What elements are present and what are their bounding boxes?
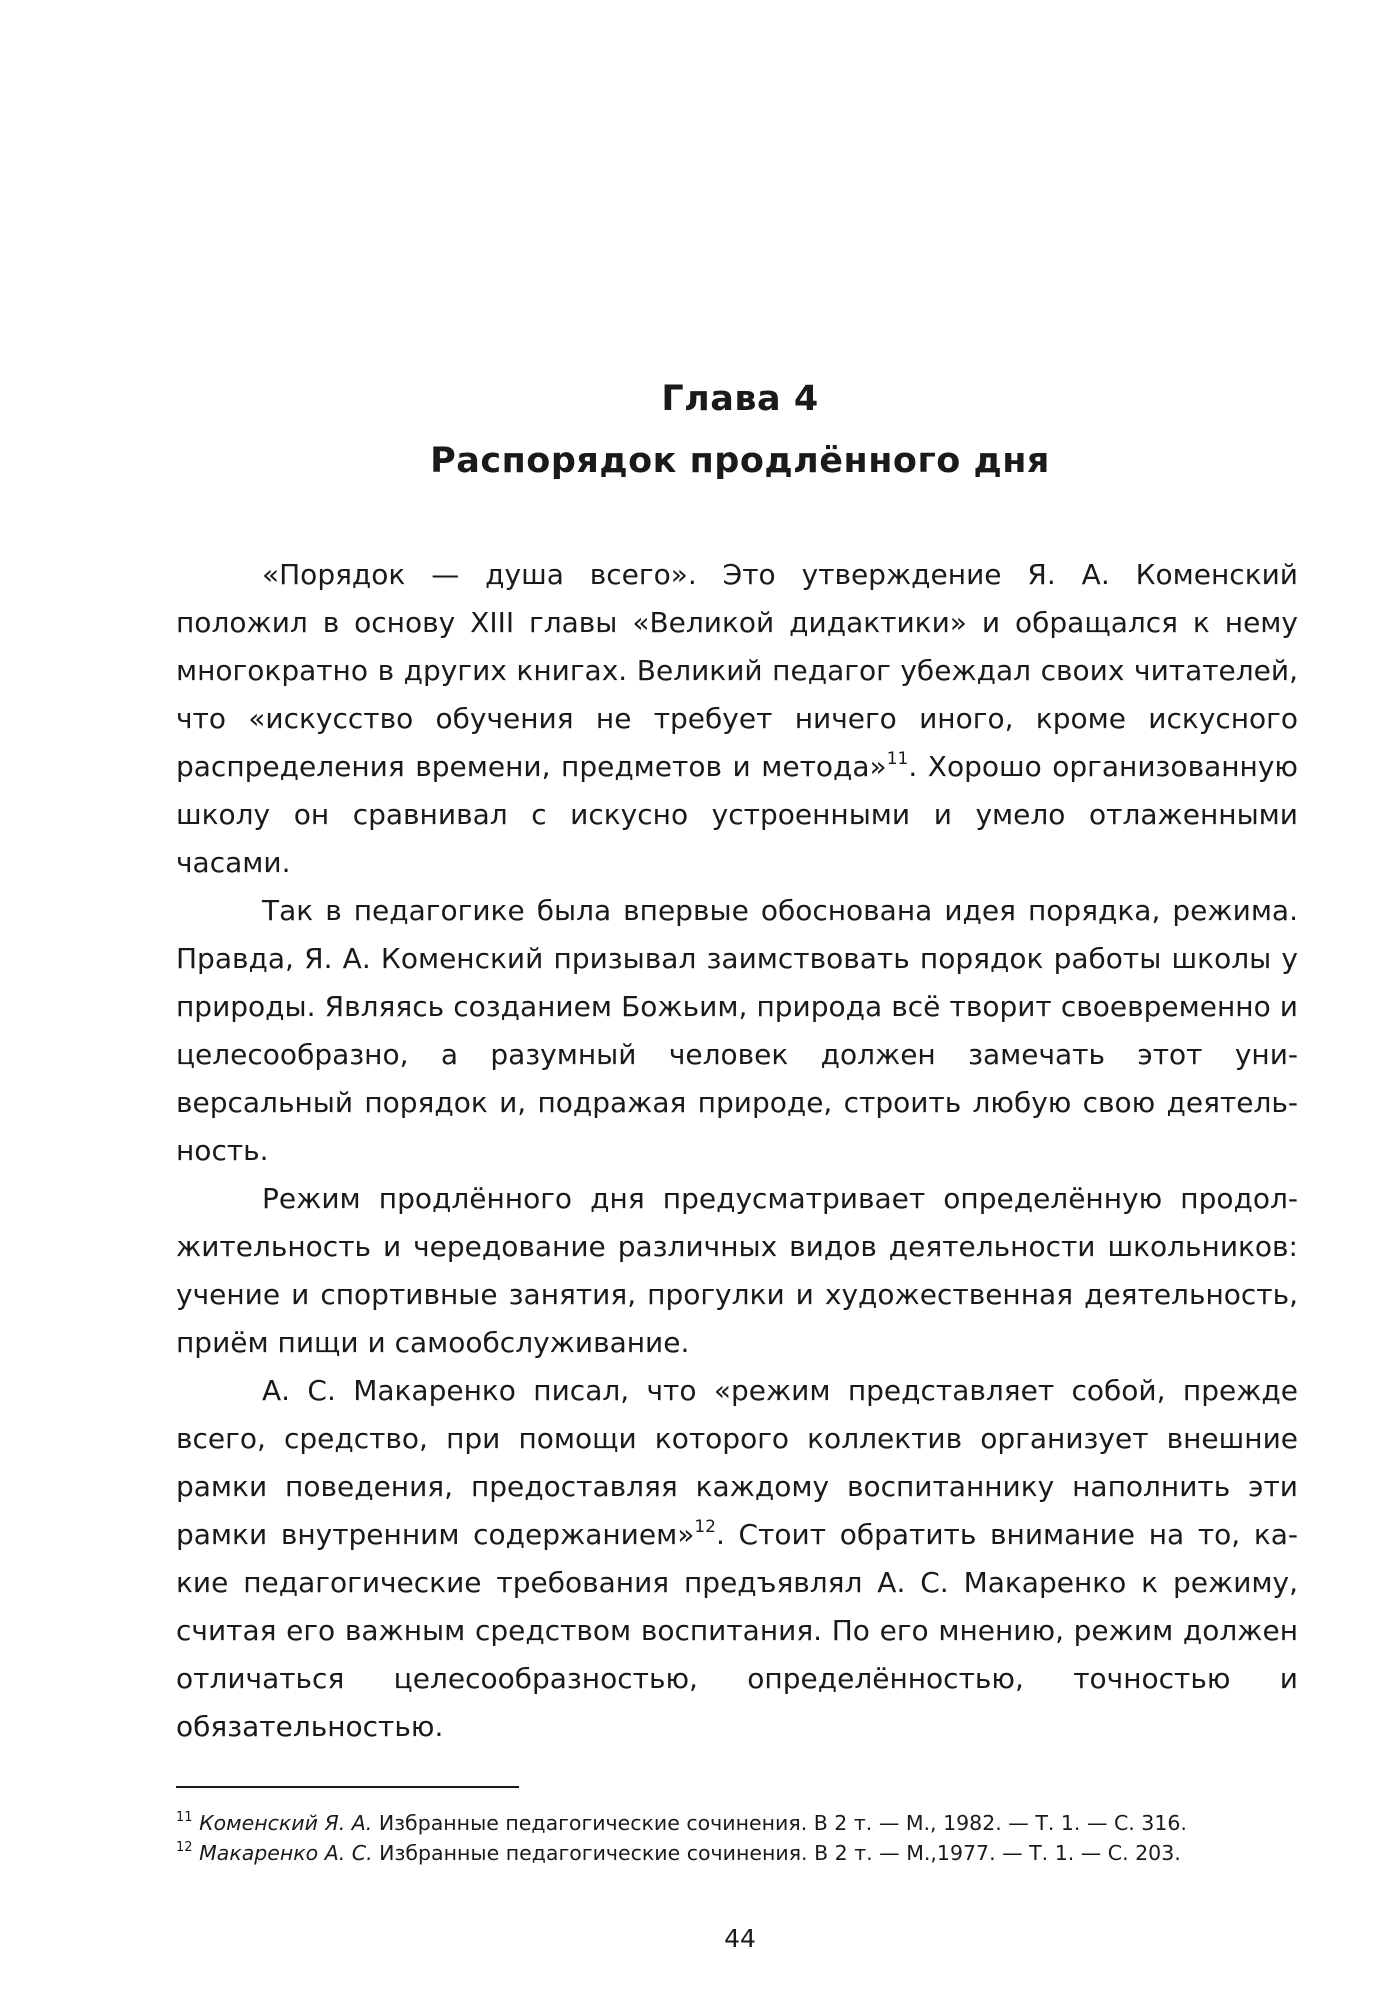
paragraph-2 <box>176 887 1298 1175</box>
paragraph-3 <box>176 1175 1298 1367</box>
footnote-ref-12: 12 <box>694 1517 716 1537</box>
footnotes <box>176 1808 1298 1868</box>
footnote-12 <box>176 1838 1298 1868</box>
chapter-title: Распорядок продлённого дня <box>430 441 1050 481</box>
footnote-number: 12 <box>176 1840 193 1855</box>
paragraph-4 <box>176 1367 1298 1751</box>
footnote-ref-11: 11 <box>886 749 909 769</box>
paragraph-text: «Порядок — душа всего». Это утверждение Я. А. Коменский положил в основу XIII главы «Великой дидактики» и обращался к нему многократно в других книгах. Великий педагог убеждал своих читателей, что «искусство обучения не требует ничего иного, кроме искусного распределения времени, предметов и метода» <box>176 558 1298 783</box>
footnote-text: Избранные педагогические сочинения. В 2 т. — М., 1982. — Т. 1. — С. 316. <box>372 1811 1187 1835</box>
footnote-11 <box>176 1808 1298 1838</box>
paragraph-text: А. С. Макаренко писал, что «режим представляет собой, прежде всего, средство, при помощи которого коллектив организует внешние рамки поведения, предоставляя каждому воспитаннику наполнить эти рамки внутренним содержанием» <box>176 1374 1298 1551</box>
paragraph-text: . Стоит обратить внимание на то, какие педагогические требования предъявлял А. С. Макаренко к режиму, считая его важным средством воспитания. По его мнению, режим должен отличаться целесообразностью, определённостью, точностью и обязательностью. <box>176 1518 1298 1743</box>
page-number: 44 <box>724 1924 756 1953</box>
footnote-divider <box>176 1786 519 1788</box>
footnote-text: Избранные педагогические сочинения. В 2 т. — М.,1977. — Т. 1. — С. 203. <box>372 1841 1181 1865</box>
footnote-author: Макаренко А. С. <box>199 1841 373 1865</box>
paragraph-1 <box>176 551 1298 887</box>
footnote-number: 11 <box>176 1810 193 1825</box>
body-text <box>176 551 1298 1751</box>
chapter-number: Глава 4 <box>661 379 819 419</box>
paragraph-text: Режим продлённого дня предусматривает определённую продолжительность и чередование различных видов деятельности школьников: учение и спортивные занятия, прогулки и художественная деятельность, приём пищи и самообслуживание. <box>176 1182 1298 1359</box>
paragraph-text: Так в педагогике была впервые обоснована идея порядка, режима. Правда, Я. А. Коменский призывал заимствовать порядок работы школы у природы. Являясь созданием Божьим, природа всё творит своевременно и целесообразно, а разумный человек должен замечать этот универсальный порядок и, подражая природе, строить любую свою деятельность. <box>176 894 1298 1167</box>
paragraph-text: . Хорошо организованную школу он сравнивал с искусно устроенными и умело отлаженными часами. <box>176 750 1298 879</box>
footnote-author: Коменский Я. А. <box>199 1811 373 1835</box>
